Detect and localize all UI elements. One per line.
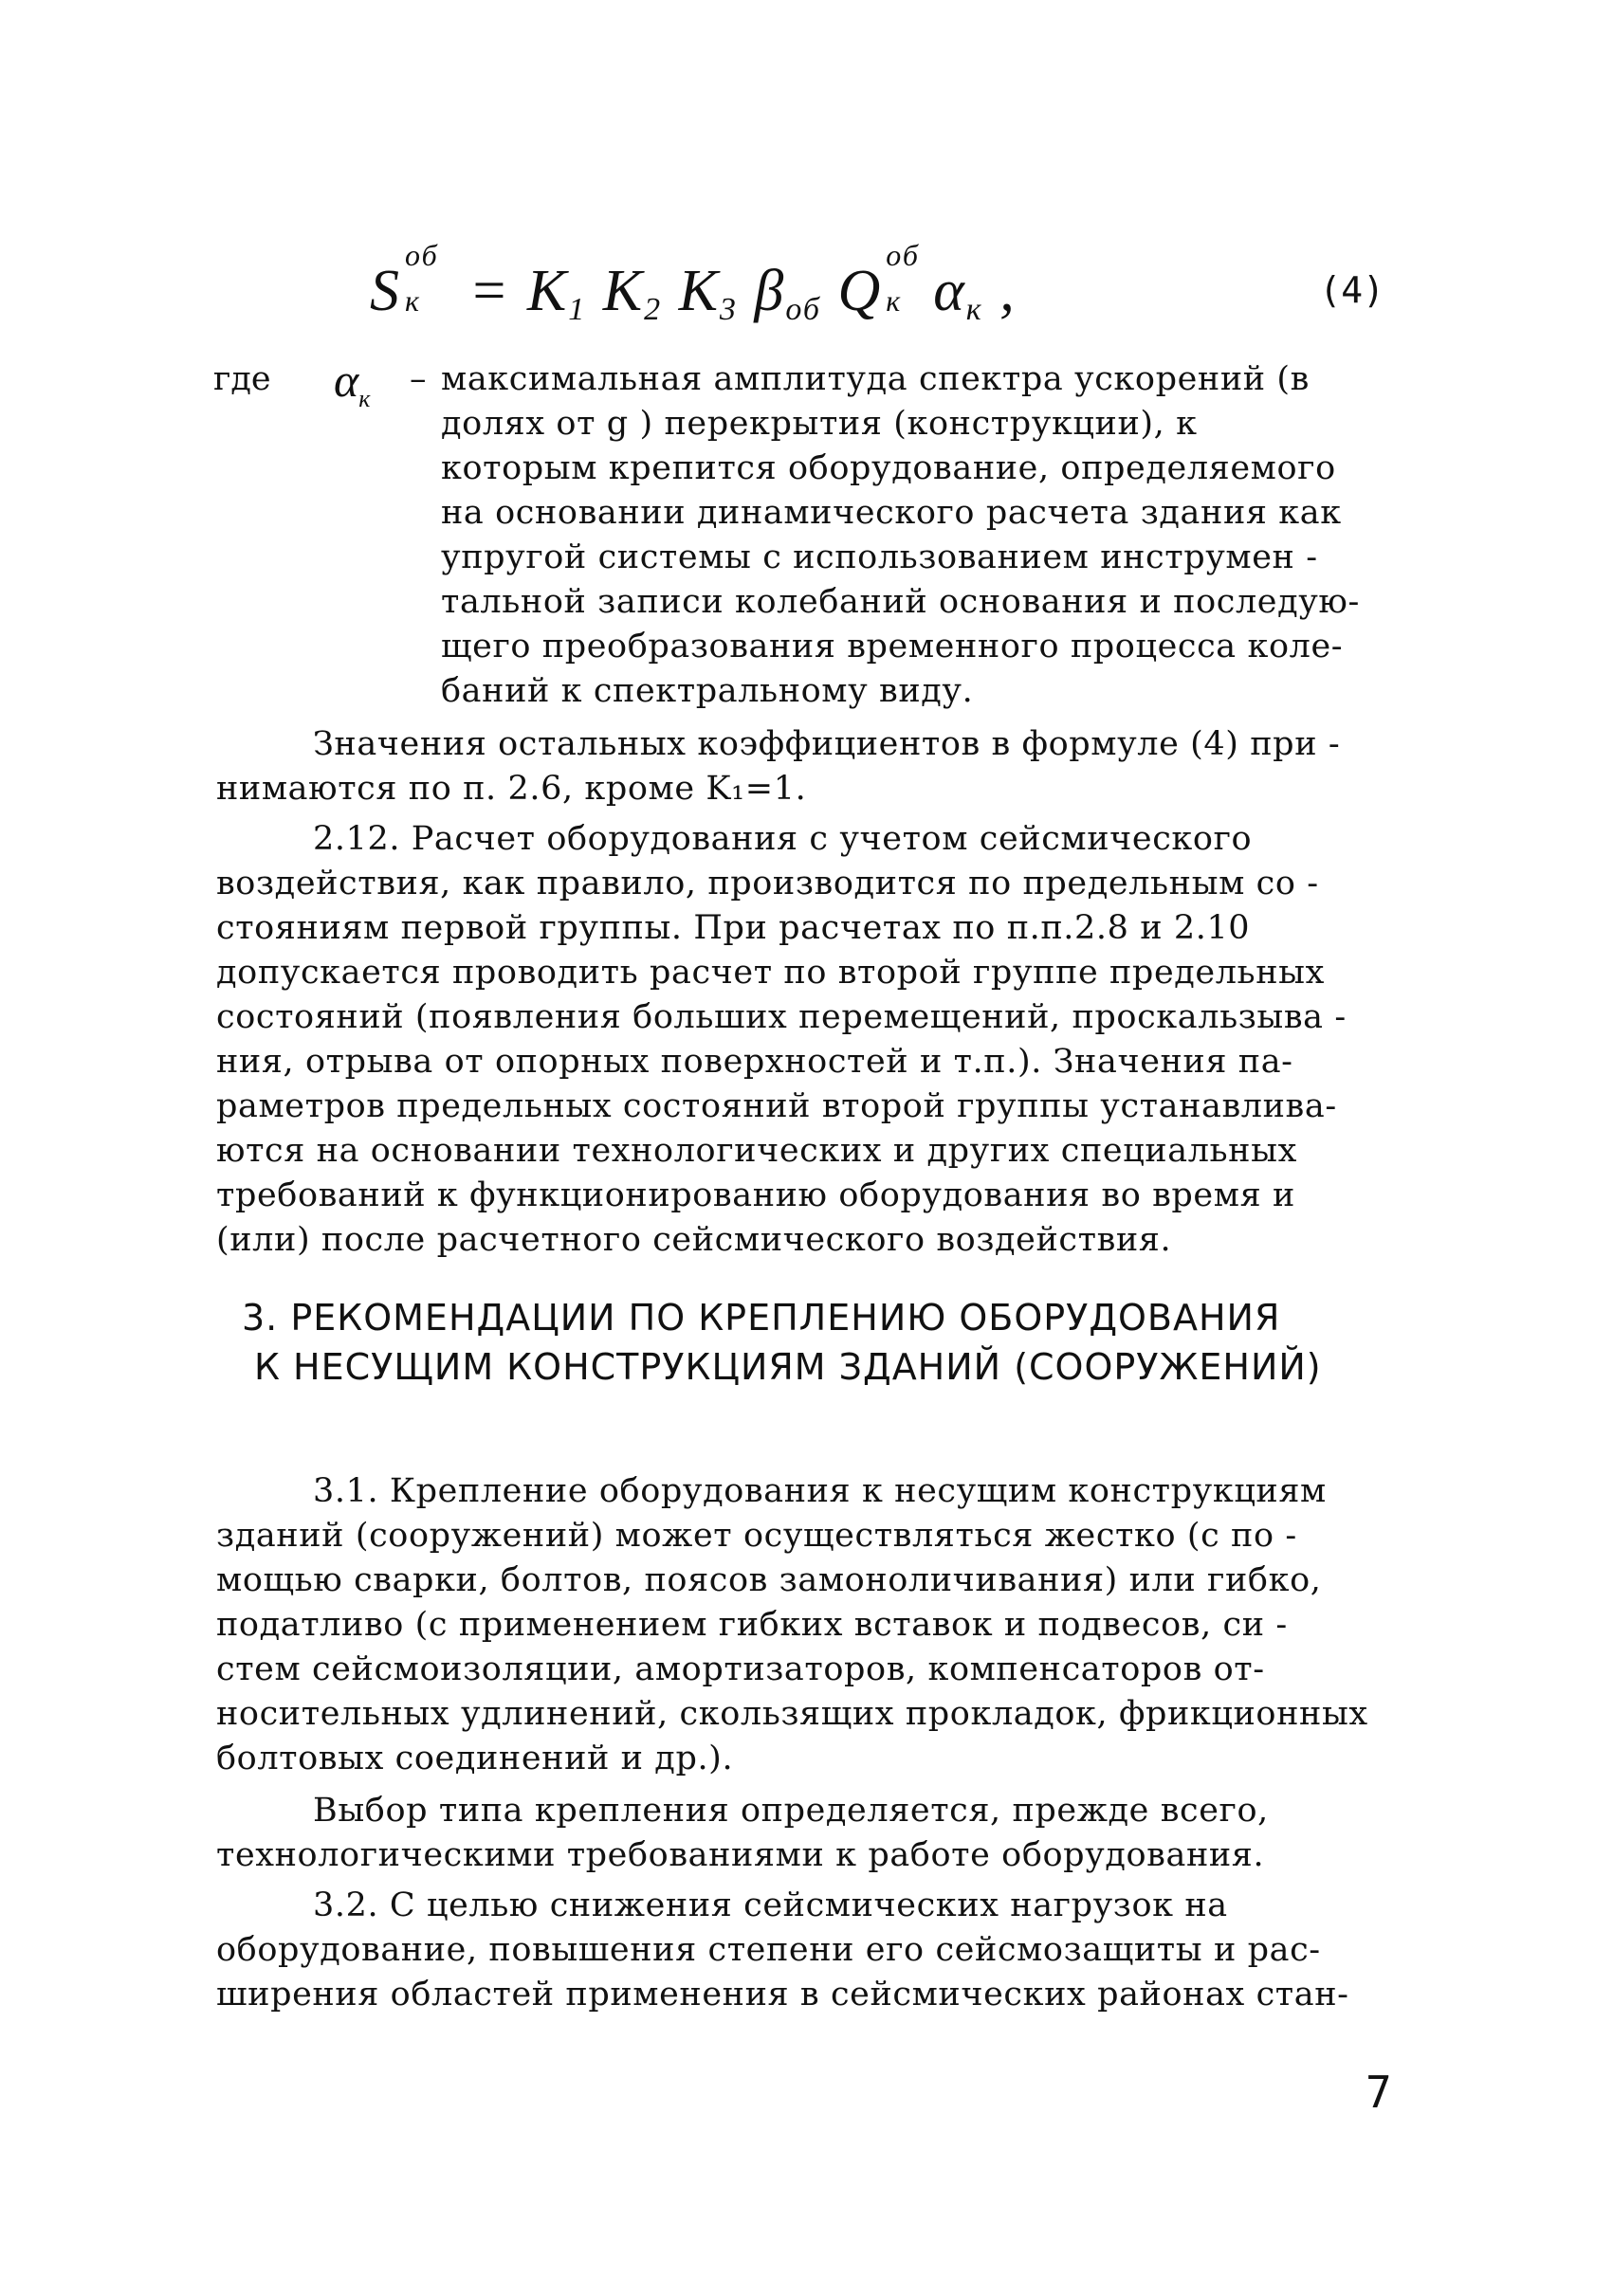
paragraph-line: раметров предельных состояний второй группы устанавлива- (216, 1087, 1337, 1125)
paragraph-line: мощью сварки, болтов, поясов замоноличивания) или гибко, (216, 1561, 1322, 1599)
paragraph-line: ния, отрыва от опорных поверхностей и т.п.). Значения па- (216, 1043, 1293, 1081)
paragraph-line: Выбор типа крепления определяется, прежде всего, (313, 1792, 1269, 1830)
paragraph-line: Значения остальных коэффициентов в формуле (4) при - (313, 725, 1341, 763)
formula-k3-sub: 3 (719, 292, 738, 327)
where-label: где (213, 360, 271, 398)
paragraph-line: воздействия, как правило, производится по предельным со - (216, 865, 1319, 902)
section-heading-line: К НЕСУЩИМ КОНСТРУКЦИЯМ ЗДАНИЙ (СООРУЖЕНИЙ) (254, 1346, 1322, 1388)
definition-symbol (334, 353, 370, 413)
formula-k2: K (602, 259, 645, 323)
paragraph-line: стояниям первой группы. При расчетах по п.п.2.8 и 2.10 (216, 909, 1251, 947)
formula-k2-sub: 2 (644, 292, 663, 327)
definition-symbol-sub: к (358, 385, 371, 412)
formula-s-sub: к (405, 283, 421, 318)
paragraph-line: требований к функционированию оборудования во время и (216, 1176, 1295, 1214)
formula-k1: K (526, 259, 569, 323)
paragraph-line: 3.1. Крепление оборудования к несущим конструкциям (313, 1472, 1327, 1510)
paragraph-line: оборудование, повышения степени его сейсмозащиты и рас- (216, 1931, 1321, 1969)
paragraph-line: нимаются по п. 2.6, кроме K₁=1. (216, 770, 807, 808)
formula-k1-sub: 1 (568, 292, 587, 327)
definition-line: долях от g ) перекрытия (конструкции), к (441, 405, 1198, 443)
formula-tail: , (999, 259, 1017, 323)
paragraph-line: ются на основании технологических и других специальных (216, 1132, 1297, 1170)
formula-alpha-sub: к (965, 292, 983, 327)
formula-alpha: α (933, 259, 966, 323)
paragraph-line: 3.2. С целью снижения сейсмических нагрузок на (313, 1886, 1228, 1924)
paragraph-line: зданий (сооружений) может осуществляться жестко (с по - (216, 1517, 1297, 1555)
paragraph-line: допускается проводить расчет по второй группе предельных (216, 954, 1325, 992)
definition-line: упругой системы с использованием инструмен - (441, 538, 1318, 576)
paragraph-line: носительных удлинений, скользящих прокладок, фрикционных (216, 1695, 1368, 1733)
definition-dash: – (410, 360, 427, 398)
paragraph-line: состояний (появления больших перемещений, проскальзыва - (216, 998, 1347, 1036)
paragraph-line: стем сейсмоизоляции, амортизаторов, компенсаторов от- (216, 1650, 1265, 1688)
formula-beta: β (754, 259, 786, 323)
formula-beta-sub: об (785, 292, 821, 327)
definition-line: щего преобразования временного процесса коле- (441, 628, 1344, 665)
section-heading-line: 3. РЕКОМЕНДАЦИИ ПО КРЕПЛЕНИЮ ОБОРУДОВАНИЯ (242, 1297, 1281, 1339)
paragraph-line: болтовых соединений и др.). (216, 1740, 734, 1777)
definition-line: которым крепится оборудование, определяемого (441, 449, 1336, 487)
definition-symbol-main: α (334, 354, 359, 407)
definition-line: на основании динамического расчета здания как (441, 494, 1342, 532)
paragraph-line: податливо (с применением гибких вставок и подвесов, си - (216, 1606, 1288, 1644)
formula-k3: K (678, 259, 720, 323)
paragraph-line: технологическими требованиями к работе оборудования. (216, 1836, 1265, 1874)
definition-line: баний к спектральному виду. (441, 672, 974, 710)
definition-line: тальной записи колебаний основания и последую- (441, 583, 1360, 621)
formula-q: Q (837, 259, 883, 323)
formula-number: (4) (1319, 269, 1384, 311)
formula-eq: = (452, 259, 527, 323)
formula-q-sup: об (886, 238, 920, 272)
formula-expression (370, 238, 1017, 328)
formula-q-sub: к (886, 283, 903, 318)
definition-line: максимальная амплитуда спектра ускорений (в (441, 360, 1310, 398)
page-number: 7 (1366, 2067, 1392, 2118)
formula-s: S (370, 259, 401, 323)
formula-s-sup: об (405, 238, 439, 272)
paragraph-line: (или) после расчетного сейсмического воздействия. (216, 1221, 1172, 1259)
paragraph-line: ширения областей применения в сейсмических районах стан- (216, 1976, 1349, 2014)
paragraph-line: 2.12. Расчет оборудования с учетом сейсмического (313, 820, 1253, 858)
formula-4 (370, 237, 1384, 341)
